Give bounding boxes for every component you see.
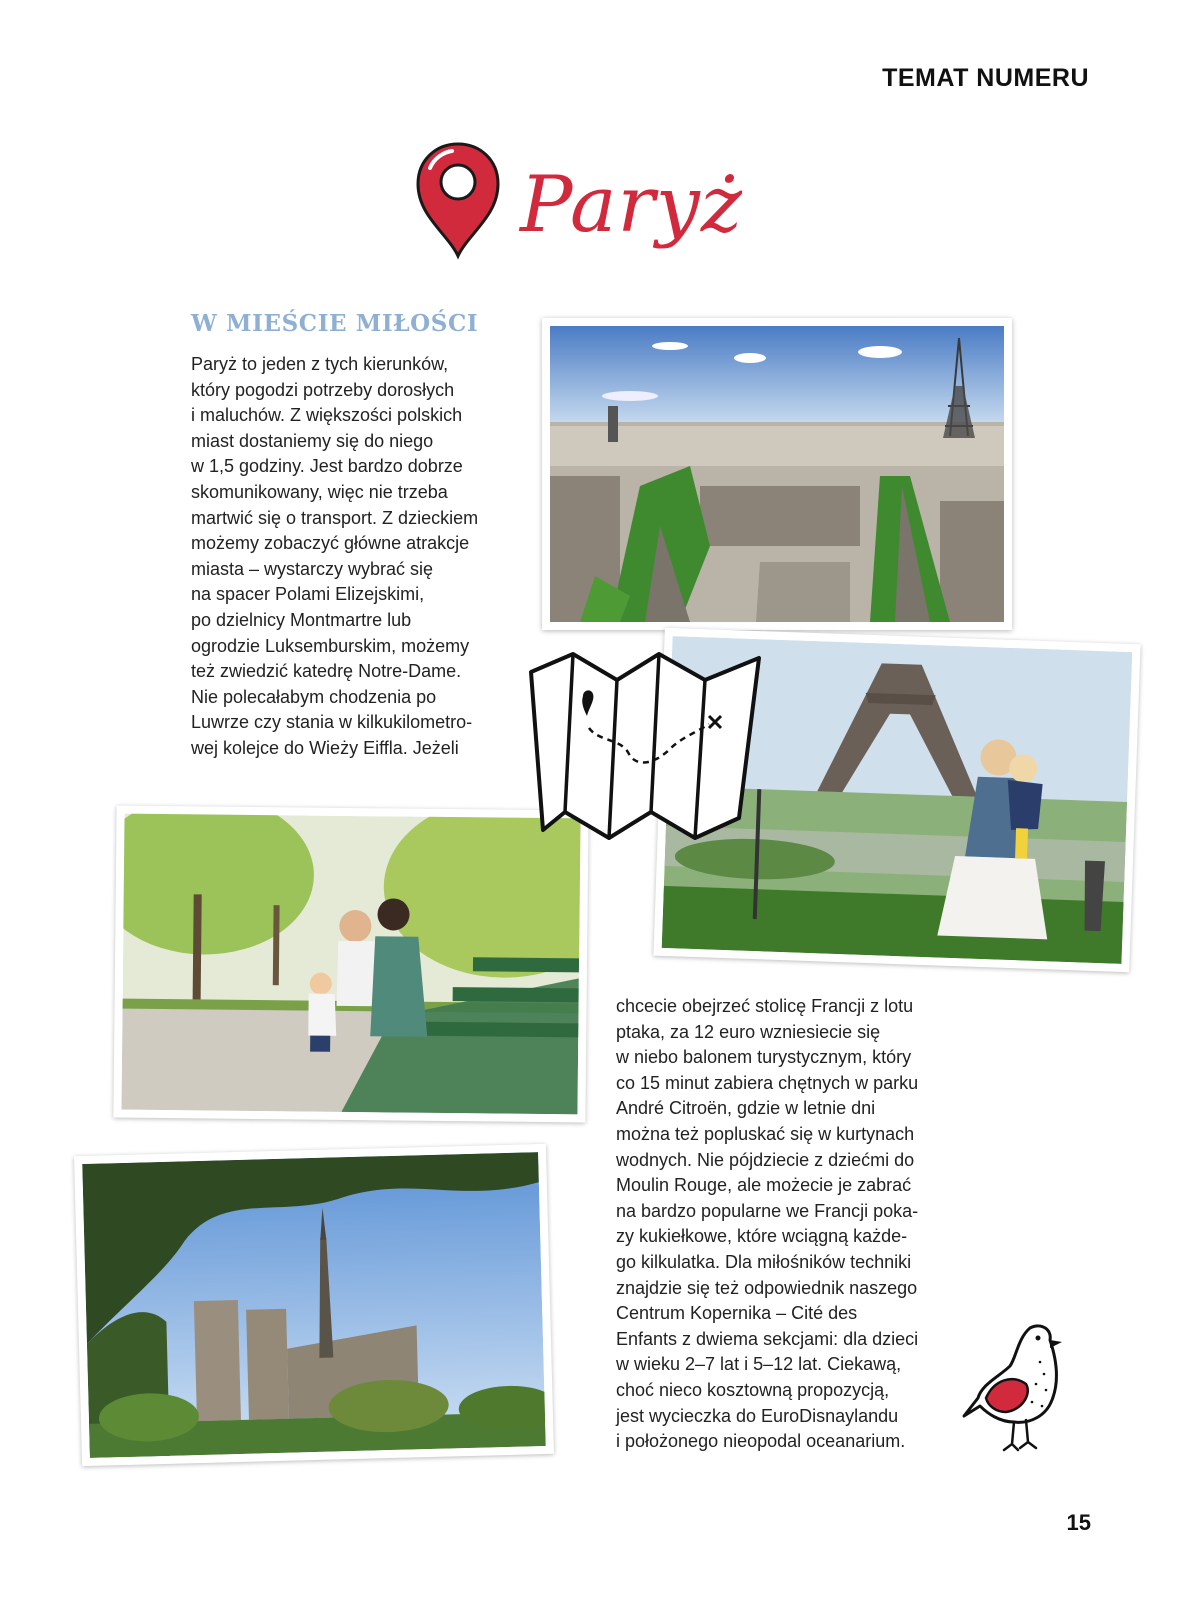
section-label: TEMAT NUMERU — [882, 64, 1089, 92]
text-line: jest wycieczka do EuroDisnaylandu — [616, 1405, 899, 1426]
text-line: skomunikowany, więc nie trzeba — [191, 481, 448, 502]
text-line: możemy zobaczyć główne atrakcje — [191, 533, 470, 554]
text-line: Enfants z dwiema sekcjami: dla dzieci — [616, 1328, 919, 1349]
text-line: martwić się o transport. Z dzieckiem — [191, 507, 479, 528]
article-column-left — [191, 352, 478, 762]
folded-map-icon — [525, 642, 765, 842]
text-line: zy kukiełkowe, które wciągną każde- — [616, 1226, 908, 1247]
article-title: Paryż — [520, 160, 743, 250]
text-line: i położonego nieopodal oceanarium. — [616, 1431, 906, 1452]
text-line: też zwiedzić katedrę Notre-Dame. — [191, 661, 462, 682]
page-number: 15 — [1066, 1510, 1091, 1535]
text-line: można też popluskać się w kurtynach — [616, 1123, 915, 1144]
text-line: na bardzo popularne we Francji poka- — [616, 1200, 919, 1221]
location-pin-icon — [410, 138, 506, 262]
text-line: znajdzie się też odpowiednik naszego — [616, 1277, 918, 1298]
text-line: na spacer Polami Elizejskimi, — [191, 584, 425, 605]
park-illustration — [121, 814, 580, 1115]
text-line: Nie polecałabym chodzenia po — [191, 686, 437, 707]
text-line: go kilkulatka. Dla miłośników techniki — [616, 1251, 912, 1272]
text-line: chcecie obejrzeć stolicę Francji z lotu — [616, 996, 914, 1016]
text-line: miast dostaniemy się do niego — [191, 430, 434, 451]
text-line: Centrum Kopernika – Cité des — [616, 1303, 858, 1324]
text-line: i maluchów. Z większości polskich — [191, 405, 463, 426]
text-line: który pogodzi potrzeby dorosłych — [191, 379, 455, 400]
text-line: André Citroën, gdzie w letnie dni — [616, 1098, 876, 1119]
photo-notre-dame — [74, 1144, 554, 1466]
text-line: w wieku 2–7 lat i 5–12 lat. Ciekawą, — [616, 1354, 902, 1375]
text-line: wej kolejce do Wieży Eiffla. Jeżeli — [191, 737, 459, 758]
text-line: Luwrze czy stania w kilkukilometro- — [191, 712, 473, 733]
notre-dame-illustration — [82, 1152, 546, 1458]
text-line: choć nieco kosztowną propozycją, — [616, 1379, 890, 1400]
article-column-right — [616, 994, 918, 1455]
text-line: wodnych. Nie pójdziecie z dziećmi do — [616, 1149, 915, 1170]
photo-paris-skyline — [542, 318, 1012, 630]
text-line: miasta – wystarczy wybrać się — [191, 558, 434, 579]
text-line: Paryż to jeden z tych kierunków, — [191, 354, 449, 374]
article-subheading: W MIEŚCIE MIŁOŚCI — [191, 310, 479, 337]
photo-family-park-bench — [113, 806, 588, 1123]
bird-doodle-icon — [960, 1318, 1070, 1458]
text-line: w 1,5 godziny. Jest bardzo dobrze — [191, 456, 463, 477]
skyline-illustration — [550, 326, 1004, 622]
text-line: w niebo balonem turystycznym, który — [616, 1047, 912, 1068]
text-line: ogrodzie Luksemburskim, możemy — [191, 635, 470, 656]
text-line: Moulin Rouge, ale możecie je zabrać — [616, 1175, 912, 1196]
text-line: co 15 minut zabiera chętnych w parku — [616, 1072, 919, 1093]
text-line: ptaka, za 12 euro wzniesiecie się — [616, 1021, 881, 1042]
text-line: po dzielnicy Montmartre lub — [191, 609, 412, 630]
article-title-block — [410, 130, 743, 290]
